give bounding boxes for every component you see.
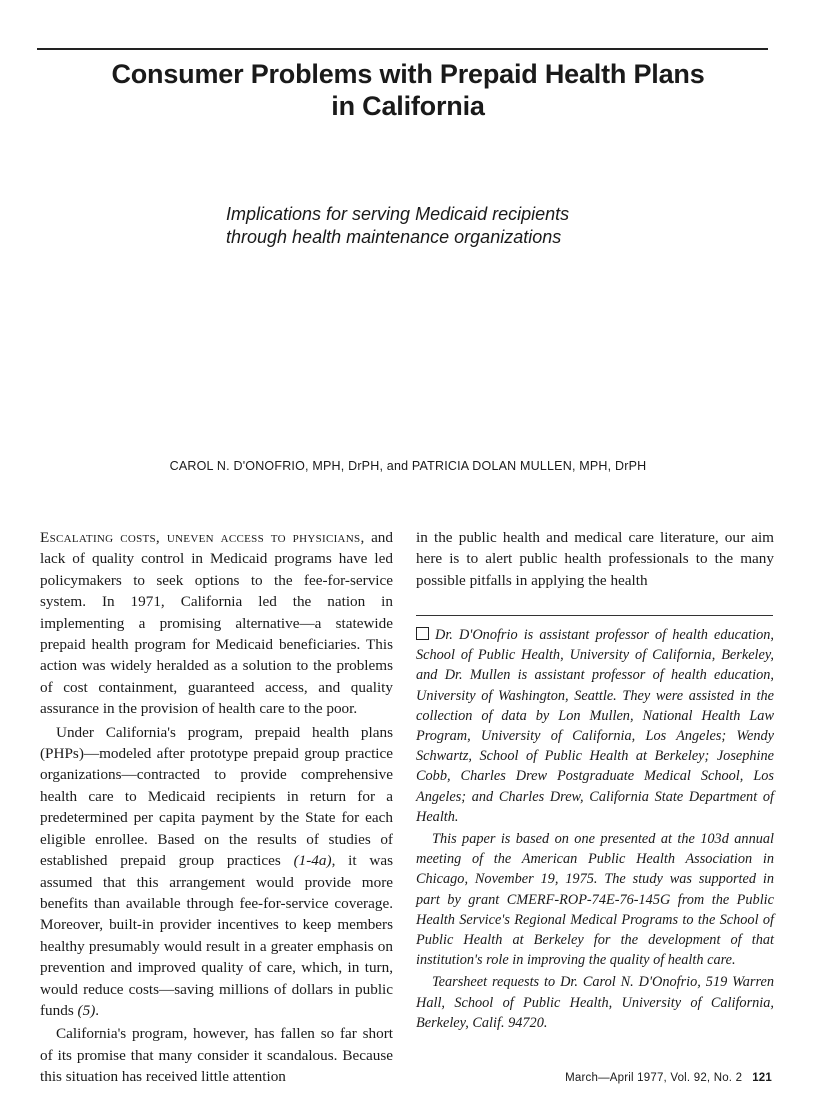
body-column-left: [40, 527, 393, 1088]
article-subtitle: [226, 203, 786, 249]
body-column-right: [416, 527, 774, 591]
paragraph-2-text-b: , it was assumed that this arrangement would provide more benefits than available through fee-for-service coverage. Moreover, built-in provider incentives to keep members healthy presumably would result in a greater emphasis on prevention and improved quality of care, which, in turn, would reduce costs—saving millions of dollars in public funds: [40, 852, 394, 1019]
page-footer: [565, 1072, 772, 1084]
top-rule: [37, 48, 768, 50]
paragraph-2-text-c: .: [95, 1001, 100, 1019]
author-notes: [416, 625, 774, 1033]
paragraph-2: [40, 722, 393, 1022]
subtitle-line-1: Implications for serving Medicaid recipients: [226, 204, 570, 224]
title-line-2: in California: [331, 91, 485, 121]
lead-in-smallcaps: Escalating costs, uneven access to physicians,: [40, 529, 365, 546]
note-paper-origin: This paper is based on one presented at the 103d annual meeting of the American Public Health Association in Chicago, November 19, 1975. The study was supported in part by grant CMERF-ROP-74E-76-145G from the Public Health Service's Regional Medical Programs to the School of Public Health at Berkeley for the development of that institution's role in improving the quality of health care.: [416, 831, 774, 969]
paragraph-2-text-a: Under California's program, prepaid health plans (PHPs)—modeled after prototype prepaid group practice organizations—contracted to provide comprehensive health care to Medicaid recipients in return for a predetermined per capita payment by the State for each eligible enrollee. Based on the results of studies of established prepaid group practices: [40, 723, 393, 870]
subtitle-line-2: through health maintenance organizations: [226, 227, 562, 247]
article-title: [40, 58, 776, 122]
note-1-text: Dr. D'Onofrio is assistant professor of health education, School of Public Health, University of California, Berkeley, and Dr. Mullen is assistant professor of health education, University of Washington, Seattle. They were assisted in the collection of data by Lon Mullen, National Health Law Program, University of California, Los Angeles; Wendy Schwartz, School of Public Health at Berkeley; Josephine Cobb, Charles Drew Postgraduate Medical School, Los Angeles; and Charles Drew, California State Department of Health.: [416, 627, 774, 825]
note-tearsheet: Tearsheet requests to Dr. Carol N. D'Onofrio, 519 Warren Hall, School of Public Health, University of California, Berkeley, Calif. 94720.: [416, 974, 774, 1031]
page-number: 121: [752, 1072, 772, 1084]
author-line: CAROL N. D'ONOFRIO, MPH, DrPH, and PATRICIA DOLAN MULLEN, MPH, DrPH: [169, 459, 647, 473]
paragraph-1: [40, 527, 393, 720]
note-author-affiliation: [416, 625, 774, 827]
issue-info: March—April 1977, Vol. 92, No. 2: [565, 1072, 743, 1084]
title-line-1: Consumer Problems with Prepaid Health Plans: [111, 59, 705, 89]
citation-ref: (1-4a): [293, 852, 332, 870]
footnote-rule: [416, 615, 773, 616]
paragraph-1-text: and lack of quality control in Medicaid programs have led policymakers to seek options to the fee-for-service system. In 1971, California led the nation in implementing a promising alternative—a statewide prepaid health program for Medicaid beneficiaries. This action was widely heralded as a solution to the problems of cost containment, guaranteed access, and quality assurance in the provision of health care to the poor.: [40, 529, 393, 718]
paragraph-3: California's program, however, has fallen so far short of its promise that many consider it scandalous. Because this situation has received little attention: [40, 1025, 393, 1086]
citation-ref: (5): [77, 1001, 96, 1019]
box-icon: [416, 627, 429, 640]
paragraph-3-continued: in the public health and medical care literature, our aim here is to alert public health professionals to the many possible pitfalls in applying the health: [416, 529, 774, 589]
